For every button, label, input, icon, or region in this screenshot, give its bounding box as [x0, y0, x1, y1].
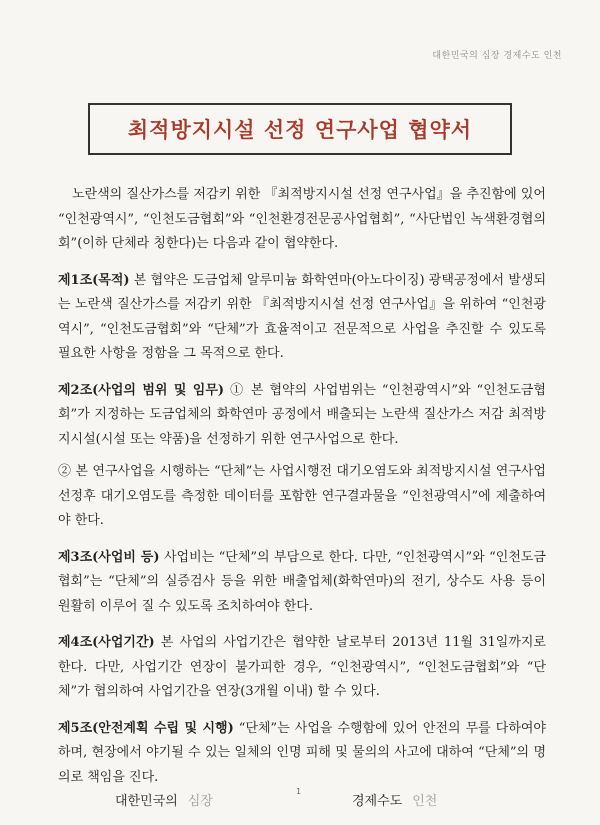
article-heading: 제3조(사업비 등) [58, 549, 160, 565]
document-body [58, 183, 546, 802]
footer-left [115, 790, 213, 809]
article-text: 본 사업의 사업기간은 협약한 날로부터 2013년 11월 31일까지로 한다. 다만, 사업기간 연장이 불가피한 경우, “인천광역시”, “인천도금협회”와 “단체”가 협의하여 사업기간을 연장(3개월 이내) 할 수 있다. [58, 635, 546, 699]
document-title: 최적방지시설 선정 연구사업 협약서 [127, 118, 473, 142]
article-2 [58, 379, 546, 453]
article-heading: 제5조(안전계획 수립 및 시행) [58, 720, 234, 736]
article-heading: 제2조(사업의 범위 및 임무) [58, 382, 225, 398]
article-text: 사업비는 “단체”의 부담으로 한다. 다만, “인천광역시”와 “인천도금협회”는 “단체”의 실증검사 등을 위한 배출업체(화학연마)의 전기, 상수도 사용 등이 원활히 이루어 질 수 있도록 조치하여야 한다. [58, 549, 546, 614]
article-text: ② 본 연구사업을 시행하는 “단체”는 사업시행전 대기오염도와 최적방지시설 연구사업 선정후 대기오염도를 측정한 데이터를 포함한 연구결과물을 “인천광역시”에 제출하여야 한다. [58, 464, 546, 528]
footer-left-text: 대한민국의 [115, 794, 178, 809]
intro-paragraph: 노란색의 질산가스를 저감키 위한 『최적방지시설 선정 연구사업』을 추진함에 있어 “인천광역시”, “인천도금협회”와 “인천환경전문공사업협회”, “사단법인 녹색환경협의회”(이하 단체라 칭한다)는 다음과 같이 협약한다. [58, 187, 546, 251]
footer-right-text: 경제수도 [352, 794, 403, 809]
footer-left-seal: 심장 [187, 794, 213, 809]
header-stamp: 대한민국의 심장 경제수도 인천 [432, 51, 562, 61]
article-text: 본 협약은 도금업체 알루미늄 화학연마(아노다이징) 광택공정에서 발생되는 노란색 질산가스를 저감키 위한 『최적방지시설 선정 연구사업』을 위하여 “인천광역시”, “인천도금협회”와 “단체”가 효율적이고 전문적으로 사업을 추진할 수 있도록 필요한 사항을 정함을 그 목적으로 한다. [58, 272, 546, 361]
article-text: “단체”는 사업을 수행함에 있어 안전의 무를 다하여야 하며, 현장에서 야기될 수 있는 일체의 인명 피해 및 물의의 사고에 대하여 “단체”의 명의로 책임을 진다. [58, 720, 546, 785]
footer-slogan [0, 790, 600, 814]
article-heading: 제4조(사업기간) [58, 635, 155, 650]
article-3 [58, 546, 546, 620]
article-text: ① 본 협약의 사업범위는 “인천광역시”와 “인천도금협회”가 지정하는 도금업체의 화학연마 공정에서 배출되는 노란색 질산가스 저감 최적방지시설(시설 또는 약품)을 선정하기 위한 연구사업으로 한다. [58, 382, 546, 447]
article-4 [58, 631, 546, 705]
article-5 [58, 717, 546, 791]
article-1 [58, 269, 546, 367]
footer-right-seal: 인천 [412, 794, 438, 809]
footer-right [352, 790, 437, 809]
page-number: 1 [296, 787, 302, 796]
article-heading: 제1조(목적) [58, 272, 130, 288]
title-box [88, 103, 512, 155]
article-2-clause-2 [58, 460, 546, 534]
